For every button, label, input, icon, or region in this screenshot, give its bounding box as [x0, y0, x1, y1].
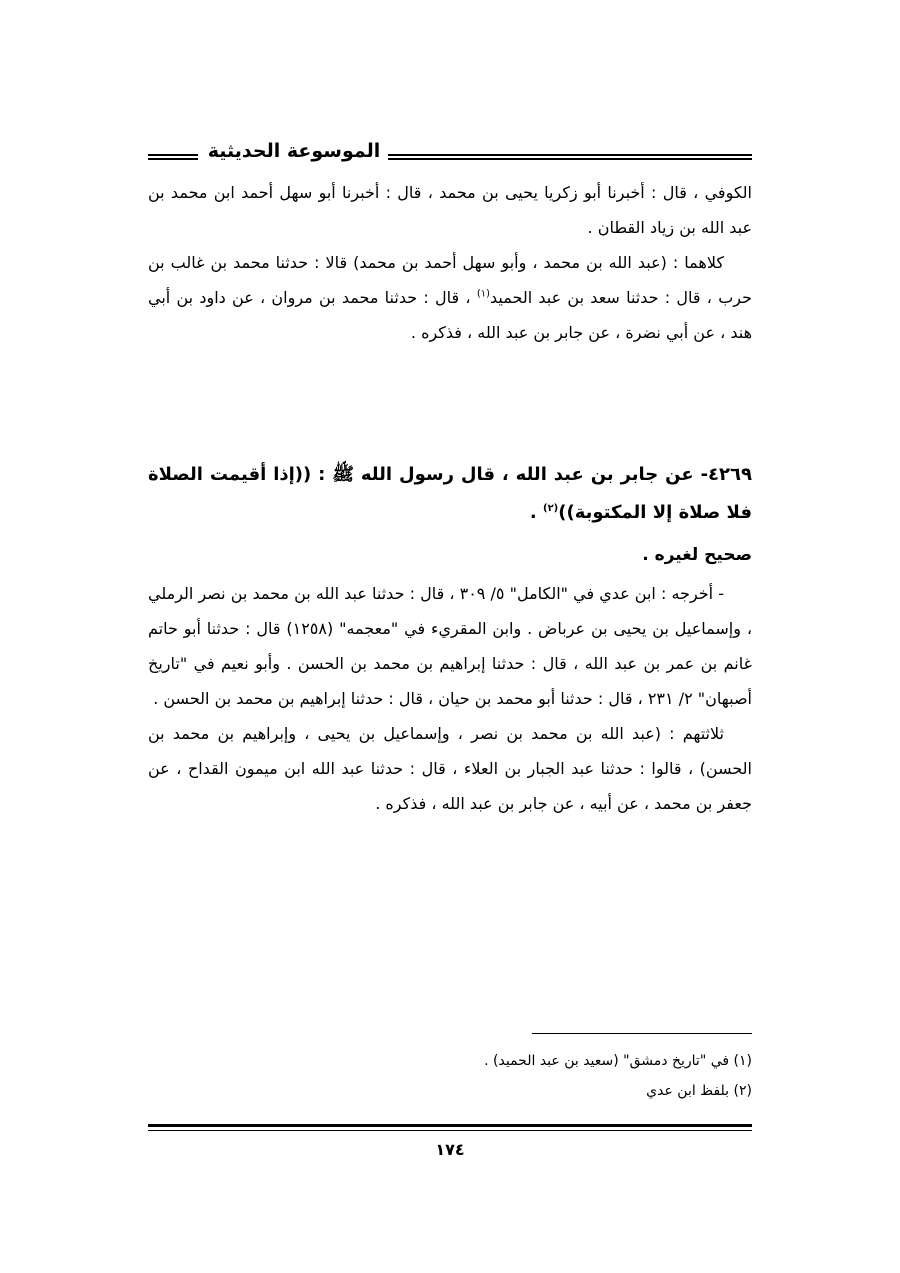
header-rule-right [388, 154, 752, 160]
hadith-end: . [529, 502, 543, 523]
paragraph-both-narrators [148, 245, 752, 350]
footnote-ref-1[interactable]: (١) [476, 288, 491, 300]
footnotes [148, 1046, 752, 1106]
paragraph-takhrij: - أخرجه : ابن عدي في "الكامل" ٥/ ٣٠٩ ، قال : حدثنا عبد الله بن محمد بن نصر الرملي ، وإسماعيل بن يحيى بن عرباض . وابن المقريء في "معجمه" (١٢٥٨) قال : حدثنا أبو حاتم غانم بن عمر بن عبد الله ، قال : حدثنا إبراهيم بن محمد بن الحسن . وأبو نعيم في "تاريخ أصبهان" ٢/ ٢٣١ ، قال : حدثنا أبو محمد بن حيان ، قال : حدثنا إبراهيم بن محمد بن الحسن . [148, 584, 752, 708]
hadith-body: ٤٢٦٩- عن جابر بن عبد الله ، قال رسول الله ﷺ : ((إذا أقيمت الصلاة فلا صلاة إلا المكتوبة)) [148, 464, 752, 523]
footnote-1: (١) في "تاريخ دمشق" (سعيد بن عبد الحميد) . [484, 1053, 752, 1069]
footer-rule [148, 1124, 752, 1131]
text-block-1 [148, 175, 752, 350]
paragraph-chain-end: الكوفي ، قال : أخبرنا أبو زكريا يحيى بن محمد ، قال : أخبرنا أبو سهل أحمد ابن محمد بن عبد الله بن زياد القطان . [148, 183, 752, 237]
hadith-text [148, 456, 752, 532]
footnote-separator [532, 1033, 752, 1034]
footnote-ref-2[interactable]: (٢) [542, 503, 559, 514]
hadith-grade: صحيح لغيره . [642, 545, 752, 565]
page-number: ١٧٤ [435, 1140, 465, 1159]
footnote-2: (٢) بلفظ ابن عدي [646, 1083, 752, 1099]
header-rule-left [148, 154, 198, 160]
text-block-2 [148, 576, 752, 821]
running-title: الموسوعة الحديثية [207, 140, 381, 162]
paragraph-three-narrators: ثلاثتهم : (عبد الله بن محمد بن نصر ، وإسماعيل بن يحيى ، وإبراهيم بن محمد بن الحسن) ، قالوا : حدثنا عبد الجبار بن العلاء ، قال : حدثنا عبد الله ابن ميمون القداح ، عن جعفر بن محمد ، عن أبيه ، عن جابر بن عبد الله ، فذكره . [148, 724, 752, 813]
paragraph-text: ، قال : حدثنا محمد بن مروان ، عن داود بن أبي هند ، عن أبي نضرة ، عن جابر بن عبد الله ، فذكره . [148, 288, 752, 342]
paragraph-text: كلاهما : (عبد الله بن محمد ، وأبو سهل أحمد بن محمد) قالا : حدثنا محمد بن غالب بن حرب ، قال : حدثنا سعد بن عبد الحميد [148, 253, 752, 307]
